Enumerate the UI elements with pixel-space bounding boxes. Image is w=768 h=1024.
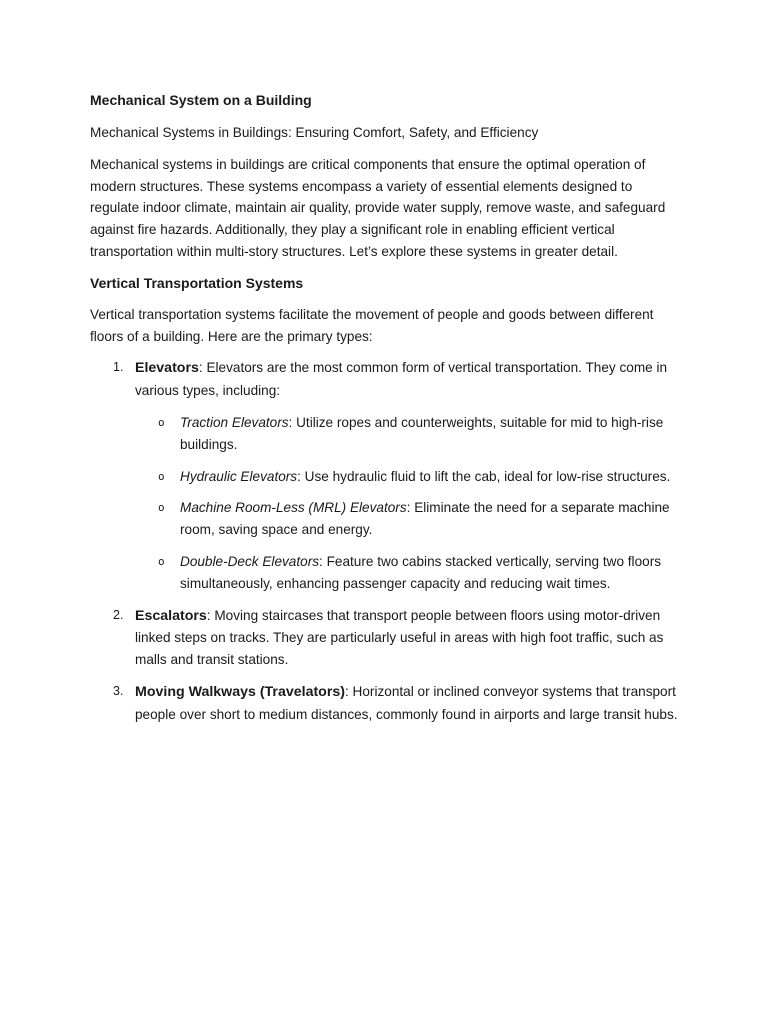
elevator-types-list [135,412,680,595]
sub-list-item [135,497,680,541]
list-text: : Horizontal or inclined conveyor systems that transport people over short to medium distances, commonly found in airports and large transit hubs. [135,683,678,722]
sub-list-item [135,466,680,488]
list-number: 3. [113,683,124,698]
document-subtitle: Mechanical Systems in Buildings: Ensuring Comfort, Safety, and Efficiency [90,125,539,140]
list-number: 1. [113,360,124,375]
sub-list-term: Machine Room-Less (MRL) Elevators [180,500,407,516]
bullet-icon: o [158,415,165,429]
bullet-icon: o [158,501,165,515]
sub-list-item [135,551,680,595]
section-intro-paragraph: Vertical transportation systems facilitate the movement of people and goods between different floors of a building. Here are the primary types: [90,306,654,344]
transport-types-list [90,357,680,725]
list-term: Escalators [135,607,207,624]
document-page [90,90,680,736]
intro-paragraph: Mechanical systems in buildings are critical components that ensure the optimal operation of modern structures. These systems encompass a variety of essential elements designed to regulate indoor climate, maintain air quality, provide water supply, remove waste, and safeguard against fire hazards. Additionally, they play a significant role in enabling efficient vertical transportation within multi-story structures. Let’s explore these systems in greater detail. [90,156,666,259]
sub-list-text: : Use hydraulic fluid to lift the cab, ideal for low-rise structures. [297,468,671,484]
list-text: : Moving staircases that transport people between floors using motor-driven linked steps on tracks. They are particularly useful in areas with high foot traffic, such as malls and transit stations. [135,607,664,668]
list-text: : Elevators are the most common form of vertical transportation. They come in various types, including: [135,360,668,399]
sub-list-term: Traction Elevators [180,414,289,430]
list-number: 2. [113,607,124,622]
sub-list-term: Double-Deck Elevators [180,553,320,569]
list-term: Elevators [135,360,199,377]
document-title: Mechanical System on a Building [90,92,312,108]
list-term: Moving Walkways (Travelators) [135,683,345,700]
sub-list-text: : Utilize ropes and counterweights, suitable for mid to high-rise buildings. [180,414,664,452]
sub-list-item [135,412,680,456]
bullet-icon: o [158,554,165,568]
list-item-elevators [90,357,680,594]
section-heading: Vertical Transportation Systems [90,274,304,291]
list-item-escalators [90,605,680,671]
sub-list-term: Hydraulic Elevators [180,468,298,484]
sub-list-text: : Eliminate the need for a separate machine room, saving space and energy. [180,500,670,538]
list-item-moving-walkways [90,681,680,726]
bullet-icon: o [158,469,165,483]
sub-list-text: : Feature two cabins stacked vertically, serving two floors simultaneously, enhancing passenger capacity and reducing wait times. [180,553,662,591]
